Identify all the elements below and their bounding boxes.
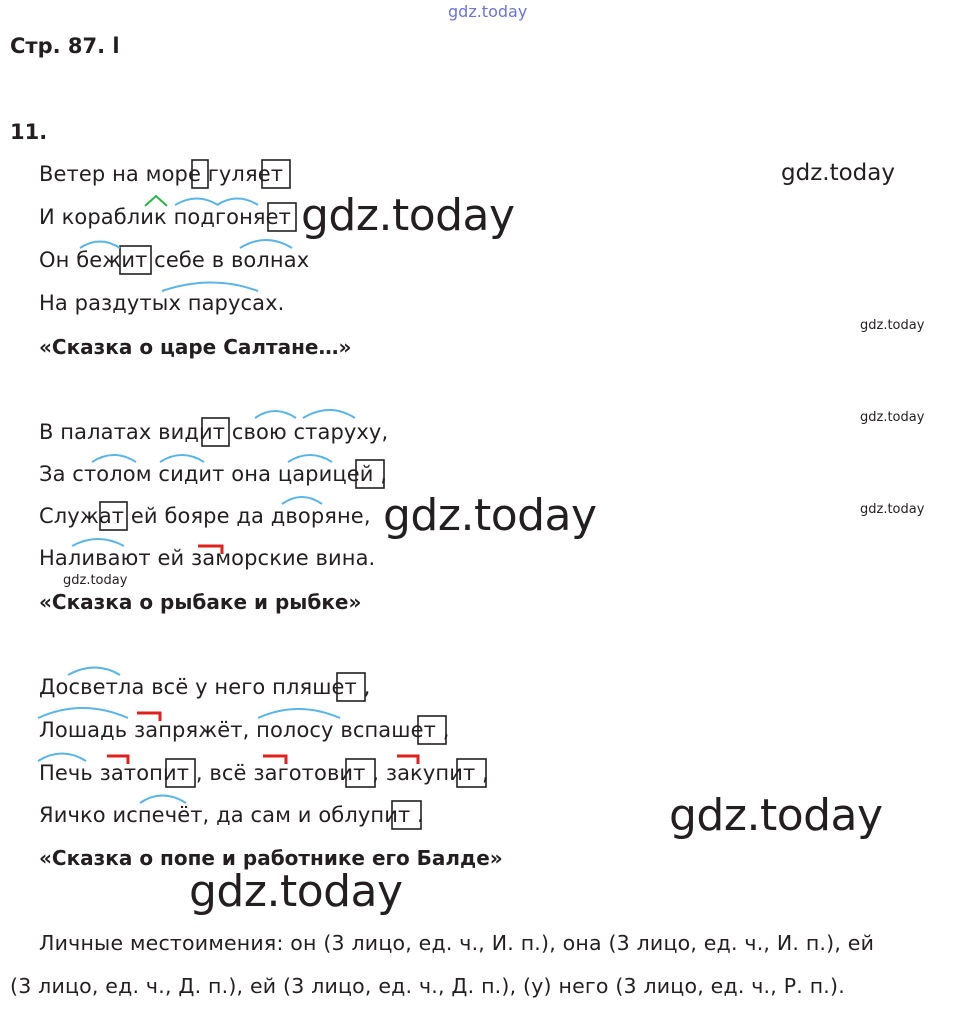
- poem2-line2: За столом сидит она царицей ,: [39, 462, 388, 486]
- poem1-line1: Ветер на море гуляет: [39, 162, 284, 186]
- ending-box: [418, 716, 446, 744]
- poem3-source: «Сказка о попе и работнике его Балде»: [39, 846, 503, 870]
- root-arc: [162, 283, 258, 292]
- watermark-small: gdz.today: [860, 318, 925, 333]
- root-arc: [160, 455, 204, 462]
- prefix-mark: [198, 546, 222, 554]
- root-arc: [175, 199, 218, 206]
- ending-box: [268, 203, 296, 231]
- page-reference: Стр. 87. l: [10, 34, 120, 58]
- pronouns-line2: (3 лицо, ед. ч., Д. п.), ей (3 лицо, ед. ч., Д. п.), (у) него (3 лицо, ед. ч., Р. п.).: [10, 974, 845, 998]
- ending-box: [392, 801, 421, 829]
- watermark-top: gdz.today: [448, 2, 528, 21]
- watermark-large: gdz.today: [383, 490, 597, 541]
- poem1-line4: На раздутых парусах.: [39, 291, 285, 315]
- poem1-line3: Он бежит себе в волнах: [39, 248, 310, 272]
- poem3-line1: Досветла всё у него пляшет ,: [39, 675, 371, 699]
- watermark-small: gdz.today: [63, 573, 128, 588]
- poem3-line2: Лошадь запряжёт, полосу вспашет ,: [39, 718, 450, 742]
- root-arc: [92, 455, 136, 462]
- ending-box: [166, 759, 195, 787]
- ending-box: [356, 460, 384, 488]
- root-arc: [38, 754, 86, 762]
- root-arc: [68, 668, 120, 676]
- prefix-mark: [107, 756, 128, 764]
- poem3-line3: Печь затопит , всё заготовит , закупит ,: [39, 761, 489, 785]
- poem2-line4: Наливают ей заморские вина.: [39, 546, 376, 570]
- ending-box: [192, 160, 208, 188]
- watermark-large: gdz.today: [301, 190, 515, 241]
- watermark-small: gdz.today: [860, 502, 925, 517]
- prefix-mark: [397, 756, 418, 764]
- watermark-large: gdz.today: [189, 866, 403, 917]
- ending-box: [337, 673, 365, 701]
- watermark: gdz.today: [781, 160, 895, 186]
- ending-box: [457, 759, 486, 787]
- poem2-source: «Сказка о рыбаке и рыбке»: [39, 590, 362, 614]
- prefix-mark: [263, 756, 286, 764]
- poem1-source: «Сказка о царе Салтане…»: [39, 335, 352, 359]
- poem3-line4: Яичко испечёт, да сам и облупит .: [39, 803, 424, 827]
- poem2-line3: Служат ей бояре да дворяне,: [39, 504, 371, 528]
- root-arc: [288, 455, 332, 462]
- root-arc: [282, 497, 322, 504]
- exercise-number: 11.: [10, 120, 48, 144]
- watermark-large: gdz.today: [669, 790, 883, 841]
- root-arc: [72, 539, 124, 546]
- root-arc: [217, 199, 258, 206]
- root-arc: [258, 709, 340, 718]
- ending-box: [346, 759, 375, 787]
- root-arc: [240, 240, 292, 248]
- suffix-mark: [145, 196, 167, 206]
- root-arc: [255, 411, 296, 418]
- ending-box: [100, 502, 127, 530]
- ending-box: [202, 418, 229, 446]
- pronouns-line1: Личные местоимения: он (3 лицо, ед. ч., И. п.), она (3 лицо, ед. ч., И. п.), ей: [39, 931, 875, 955]
- ending-box: [120, 246, 151, 274]
- root-arc: [38, 708, 128, 718]
- root-arc: [303, 410, 355, 418]
- watermark-small: gdz.today: [860, 410, 925, 425]
- poem1-line2: И кораблик подгоняет: [39, 205, 291, 229]
- prefix-mark: [137, 713, 160, 721]
- poem2-line1: В палатах видит свою старуху,: [39, 420, 389, 444]
- root-arc: [140, 796, 186, 804]
- ending-box: [262, 160, 290, 188]
- root-arc: [80, 242, 120, 249]
